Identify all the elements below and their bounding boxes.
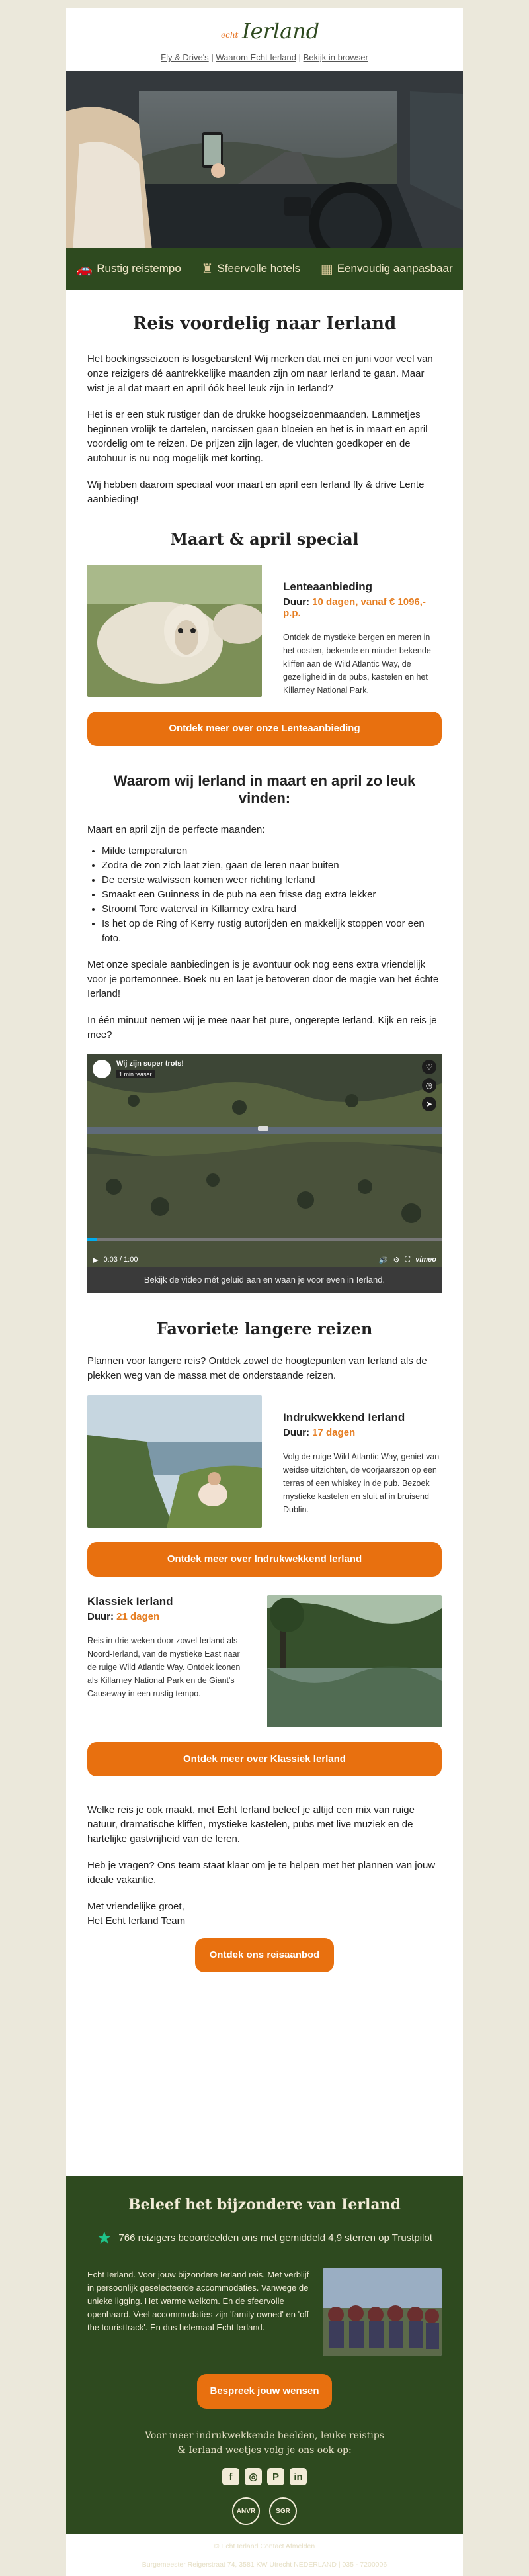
special-offer-text bbox=[283, 565, 442, 697]
feature-label: Sfeervolle hotels bbox=[217, 262, 301, 275]
why-title: Waarom wij Ierland in maart en april zo leuk vinden: bbox=[113, 772, 416, 806]
duration-value: 17 dagen bbox=[312, 1427, 356, 1438]
hero-feature-strip bbox=[66, 248, 463, 290]
list-item: • Smaakt een Guinness in de pub na een frisse dag extra lekker bbox=[102, 888, 442, 902]
duration-label: Duur: bbox=[283, 1427, 309, 1438]
social-icons bbox=[66, 2468, 463, 2485]
why-paragraph: Met onze speciale aanbiedingen is je avontuur ook nog eens extra vriendelijk voor je portemonnee. Boek nu en laat je betoveren door de magie van het échte Ierland! bbox=[87, 959, 439, 999]
lake-image bbox=[267, 1595, 442, 1727]
play-icon[interactable]: ▶ bbox=[93, 1256, 99, 1264]
feature-item bbox=[321, 261, 453, 277]
trip-name: Klassiek Ierland bbox=[87, 1595, 173, 1608]
footer-title: Beleef het bijzondere van Ierland bbox=[128, 2196, 401, 2213]
email-card bbox=[66, 8, 463, 2576]
offer-description: Ontdek de mystieke bergen en meren in het oosten, bekende en minder bekende kliffen aan de Wild Atlantic Way, de gezelligheid in de pubs, kastelen en het Killarney National Park. bbox=[283, 633, 431, 695]
list-item: • Milde temperaturen bbox=[102, 844, 442, 858]
why-list bbox=[102, 844, 442, 946]
membership-badges bbox=[66, 2497, 463, 2525]
feature-label: Rustig reistempo bbox=[97, 262, 181, 275]
feature-item bbox=[76, 261, 181, 277]
trip-duration bbox=[283, 1427, 442, 1438]
why-lead: Maart en april zijn de perfecte maanden: bbox=[87, 824, 265, 835]
intro-title: Reis voordelig naar Ierland bbox=[132, 314, 397, 334]
logo-main-text: Ierland bbox=[242, 19, 320, 44]
lenteaanbieding-button[interactable]: Ontdek meer over onze Lenteaanbieding bbox=[87, 712, 442, 746]
list-item: • Stroomt Torc waterval in Killarney extra hard bbox=[102, 902, 442, 917]
list-item: • De eerste walvissen komen weer richting Ierland bbox=[102, 873, 442, 888]
duration-label: Duur: bbox=[87, 1611, 114, 1622]
link-separator: | bbox=[298, 52, 301, 62]
echt-ierland-logo[interactable] bbox=[205, 19, 324, 48]
list-item: • Zodra de zon zich laat zien, gaan de leren naar buiten bbox=[102, 858, 442, 873]
video-title: Wij zijn super trots! bbox=[116, 1060, 184, 1068]
trip-description: Volg de ruige Wild Atlantic Way, geniet van weidse uitzichten, de voorjaarszon op een terras of een whiskey in de pub. Bezoek mystieke kastelen en sluit af in bruisend Dublin. bbox=[283, 1452, 440, 1514]
calendar-icon: ▦ bbox=[320, 261, 333, 277]
intro-paragraph: Wij hebben daarom speciaal voor maart en april een Ierland fly & drive Lente aanbieding! bbox=[87, 479, 425, 505]
video-badge: 1 min teaser bbox=[116, 1070, 155, 1078]
lake-photo[interactable] bbox=[267, 1595, 442, 1727]
heart-icon[interactable]: ♡ bbox=[422, 1060, 436, 1074]
instagram-icon[interactable]: ◎ bbox=[245, 2468, 262, 2485]
pinterest-icon[interactable]: P bbox=[267, 2468, 284, 2485]
bespreek-wensen-button[interactable]: Bespreek jouw wensen bbox=[197, 2374, 332, 2409]
group-image bbox=[323, 2268, 442, 2356]
trip-description: Reis in drie weken door zowel Ierland als Noord-Ierland, van de mystieke East naar de ruige Wild Atlantic Way. Ontdek iconen als Killarney National Park en de Giant's Causeway in een rustig tempo. bbox=[87, 1636, 241, 1698]
team-name: Het Echt Ierland Team bbox=[87, 1915, 186, 1927]
link-browser[interactable]: Bekijk in browser bbox=[303, 52, 368, 62]
video-caption: Bekijk de video mét geluid aan en waan je voor even in Ierland. bbox=[87, 1267, 442, 1293]
video-timestamp: 0:03 / 1:00 bbox=[103, 1256, 138, 1264]
follow-text bbox=[66, 2428, 463, 2458]
sheep-image bbox=[87, 565, 262, 697]
video-header bbox=[93, 1060, 184, 1080]
about-text: Echt Ierland. Voor jouw bijzondere Ierland reis. Met verblijf in persoonlijk geselecteerde accommodaties. Vanwege de unieke ligging. Het warme welkom. En de sfeervolle openhaard. Veel accommodaties zijn 'family owned' en 'off the touristtrack'. En dus helemaal Echt Ierland. bbox=[87, 2270, 309, 2332]
favorites-intro: Plannen voor langere reis? Ontdek zowel de hoogtepunten van Ierland als de plekken weg van de massa met de onderstaande reizen. bbox=[87, 1356, 427, 1381]
settings-icon[interactable]: ⚙ bbox=[393, 1256, 400, 1264]
trustpilot-star-icon: ★ bbox=[97, 2228, 112, 2248]
sgr-badge: SGR bbox=[269, 2497, 297, 2525]
copyright-links[interactable]: © Echt Ierland Contact Afmelden bbox=[214, 2542, 315, 2550]
trip-name: Indrukwekkend Ierland bbox=[283, 1411, 405, 1424]
share-icon[interactable]: ➤ bbox=[422, 1097, 436, 1111]
special-offer bbox=[87, 565, 442, 697]
trust-text: 766 reizigers beoordeelden ons met gemiddeld 4,9 sterren op Trustpilot bbox=[118, 2232, 432, 2244]
sheep-photo[interactable] bbox=[87, 565, 262, 697]
email-header bbox=[66, 8, 463, 71]
duration-value: 21 dagen bbox=[116, 1611, 160, 1622]
video-player[interactable] bbox=[87, 1054, 442, 1293]
follow-line: Voor meer indrukwekkende beelden, leuke reistips bbox=[145, 2430, 384, 2441]
greeting: Met vriendelijke groet, bbox=[87, 1901, 184, 1912]
video-thumbnail bbox=[87, 1054, 442, 1267]
group-photo bbox=[323, 2268, 442, 2356]
cliff-photo[interactable] bbox=[87, 1395, 262, 1528]
closing-paragraph: Welke reis je ook maakt, met Echt Ierland beleef je altijd een mix van ruige natuur, dramatische kliffen, mystieke kastelen, pubs met live muziek en de hartelijke gastvrijheid van de leren. bbox=[87, 1804, 415, 1845]
top-links bbox=[66, 52, 463, 62]
trip-text bbox=[87, 1595, 246, 1727]
special-title: Maart & april special bbox=[170, 529, 359, 549]
closing-signature bbox=[87, 1900, 442, 1929]
feature-item bbox=[202, 261, 301, 277]
intro-paragraph: Het boekingsseizoen is losgebarsten! Wij merken dat mei en juni voor veel van onze reizigers dé aantrekkelijke maanden zijn om naar Ierland te gaan. Maar wist je al dat maart en april óók heel leuk zijn in Ierland? bbox=[87, 353, 433, 394]
intro-paragraph: Het is er een stuk rustiger dan de drukke hoogseizoenmaanden. Lammetjes beginnen vrolijk te dartelen, narcissen gaan bloeien en het is in maart en april voordelig om te reizen. De prijzen zijn lager, de vluchten goedkoper en de autohuur is nu nog mogelijk met korting. bbox=[87, 409, 428, 464]
castle-icon: ♜ bbox=[201, 261, 214, 277]
linkedin-icon[interactable]: in bbox=[290, 2468, 307, 2485]
link-separator: | bbox=[211, 52, 214, 62]
duration-label: Duur: bbox=[283, 596, 309, 608]
vimeo-logo[interactable]: vimeo bbox=[415, 1256, 436, 1264]
offer-name: Lenteaanbieding bbox=[283, 580, 373, 593]
video-controls bbox=[87, 1252, 442, 1267]
channel-avatar[interactable] bbox=[93, 1060, 111, 1078]
closing-paragraph: Heb je vragen? Ons team staat klaar om je te helpen met het plannen van jouw ideale vakantie. bbox=[87, 1860, 436, 1886]
offer-duration bbox=[283, 596, 442, 619]
facebook-icon[interactable]: f bbox=[222, 2468, 239, 2485]
link-fly-drive[interactable]: Fly & Drive's bbox=[161, 52, 209, 62]
klassiek-button[interactable]: Ontdek meer over Klassiek Ierland bbox=[87, 1742, 442, 1776]
trip-text bbox=[283, 1395, 442, 1528]
footer bbox=[66, 2176, 463, 2569]
volume-icon[interactable]: 🔊 bbox=[378, 1256, 388, 1264]
logo-small-text: echt bbox=[221, 30, 239, 40]
link-waarom[interactable]: Waarom Echt Ierland bbox=[216, 52, 296, 62]
video-side-controls bbox=[422, 1060, 436, 1111]
trip-duration bbox=[87, 1611, 246, 1622]
intro-section bbox=[66, 314, 463, 1972]
car-icon: 🚗 bbox=[76, 261, 93, 277]
about-block bbox=[66, 2268, 463, 2356]
why-paragraph: In één minuut nemen wij je mee naar het pure, ongerepte Ierland. Kijk en reis je mee? bbox=[87, 1015, 437, 1040]
trip-indrukwekkend bbox=[87, 1395, 442, 1528]
company-address: Burgemeester Reigerstraat 74, 3581 KW Utrecht NEDERLAND | 035 - 7200006 bbox=[142, 2561, 387, 2569]
fullscreen-icon[interactable]: ⛶ bbox=[405, 1255, 411, 1264]
trustpilot-rating[interactable] bbox=[66, 2228, 463, 2248]
follow-line: & Ierland weetjes volg je ons ook op: bbox=[177, 2445, 352, 2456]
cliff-image bbox=[87, 1395, 262, 1528]
indrukwekkend-button[interactable]: Ontdek meer over Indrukwekkend Ierland bbox=[87, 1542, 442, 1577]
hero-image[interactable] bbox=[66, 71, 463, 290]
trip-klassiek bbox=[87, 1595, 442, 1727]
anvr-badge: ANVR bbox=[232, 2497, 260, 2525]
list-item: • Is het op de Ring of Kerry rustig autorijden en makkelijk stoppen voor een foto. bbox=[102, 917, 442, 946]
feature-label: Eenvoudig aanpasbaar bbox=[337, 262, 453, 275]
reisaanbod-button[interactable]: Ontdek ons reisaanbod bbox=[195, 1938, 334, 1972]
duration-value: 10 dagen, vanaf € 1096,- p.p. bbox=[283, 596, 426, 619]
clock-icon[interactable]: ◷ bbox=[422, 1078, 436, 1093]
favorites-title: Favoriete langere reizen bbox=[156, 1319, 373, 1338]
